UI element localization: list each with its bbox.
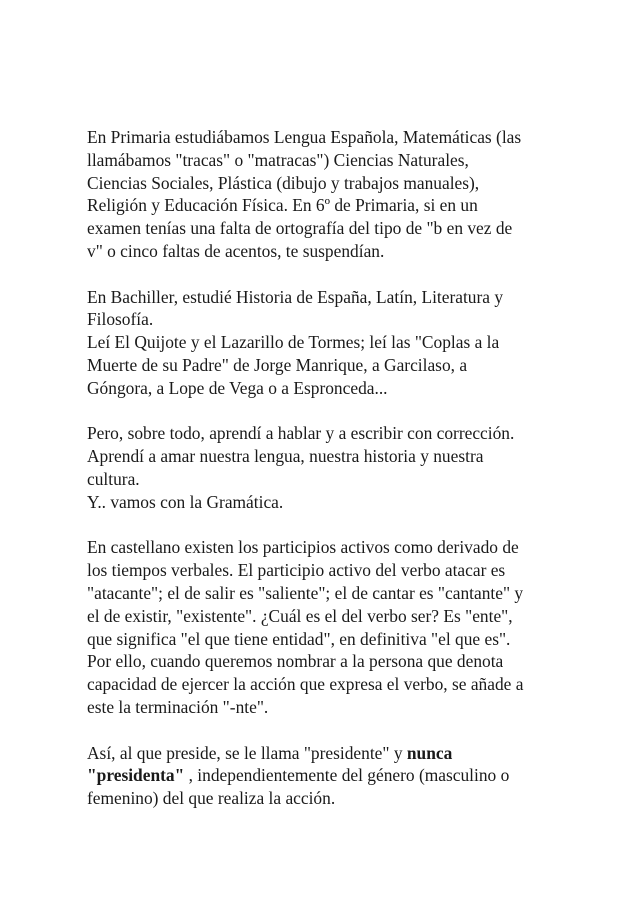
paragraph-presidente	[87, 742, 597, 810]
text-line: Y.. vamos con la Gramática.	[87, 491, 284, 512]
text-line: este la terminación "-nte".	[87, 696, 269, 717]
text-line: Góngora, a Lope de Vega o a Espronceda...	[87, 377, 388, 398]
text-line: Muerte de su Padre" de Jorge Manrique, a Garcilaso, a	[87, 354, 468, 375]
text-line: examen tenías una falta de ortografía del tipo de "b en vez de	[87, 218, 513, 239]
text-line: En Primaria estudiábamos Lengua Española, Matemáticas (las	[87, 127, 522, 147]
text-line: v" o cinco faltas de acentos, te suspendían.	[87, 240, 385, 261]
text-line: llamábamos "tracas" o "matracas") Ciencias Naturales,	[87, 149, 469, 170]
text-line: Aprendí a amar nuestra lengua, nuestra historia y nuestra	[87, 446, 484, 467]
text-segment: Así, al que preside, se le llama "presidente" y	[87, 742, 407, 763]
text-line: Leí El Quijote y el Lazarillo de Tormes; leí las "Coplas a la	[87, 332, 500, 353]
text-line: Filosofía.	[87, 309, 154, 330]
text-line: En Bachiller, estudié Historia de España, Latín, Literatura y	[87, 286, 504, 307]
text-line: Religión y Educación Física. En 6º de Primaria, si en un	[87, 195, 478, 216]
paragraph-spacer	[87, 719, 597, 742]
text-line: cultura.	[87, 468, 140, 489]
emphasis-nunca: nunca	[406, 742, 453, 763]
text-line: que significa "el que tiene entidad", en definitiva "el que es".	[87, 628, 511, 649]
paragraph-aprendizaje	[87, 422, 597, 513]
text-line: los tiempos verbales. El participio activo del verbo atacar es	[87, 560, 506, 581]
text-line: Ciencias Sociales, Plástica (dibujo y trabajos manuales),	[87, 172, 480, 193]
document-page	[87, 126, 597, 810]
paragraph-primaria	[87, 126, 597, 263]
text-line	[87, 764, 597, 787]
paragraph-spacer	[87, 514, 597, 537]
paragraph-bachiller	[87, 286, 597, 400]
text-line: Por ello, cuando queremos nombrar a la persona que denota	[87, 651, 504, 672]
paragraph-spacer	[87, 263, 597, 286]
text-line: capacidad de ejercer la acción que expresa el verbo, se añade a	[87, 674, 524, 695]
text-segment: , independientemente del género (masculino o	[184, 765, 510, 786]
text-line	[87, 742, 597, 765]
paragraph-spacer	[87, 400, 597, 423]
paragraph-participios	[87, 536, 597, 718]
text-line: "atacante"; el de salir es "saliente"; el de cantar es "cantante" y	[87, 582, 524, 603]
text-line: el de existir, "existente". ¿Cuál es el del verbo ser? Es "ente",	[87, 605, 513, 626]
text-line: Pero, sobre todo, aprendí a hablar y a escribir con corrección.	[87, 423, 515, 444]
emphasis-presidenta: "presidenta"	[87, 765, 185, 786]
text-line: femenino) del que realiza la acción.	[87, 788, 336, 809]
text-line: En castellano existen los participios activos como derivado de	[87, 537, 519, 558]
